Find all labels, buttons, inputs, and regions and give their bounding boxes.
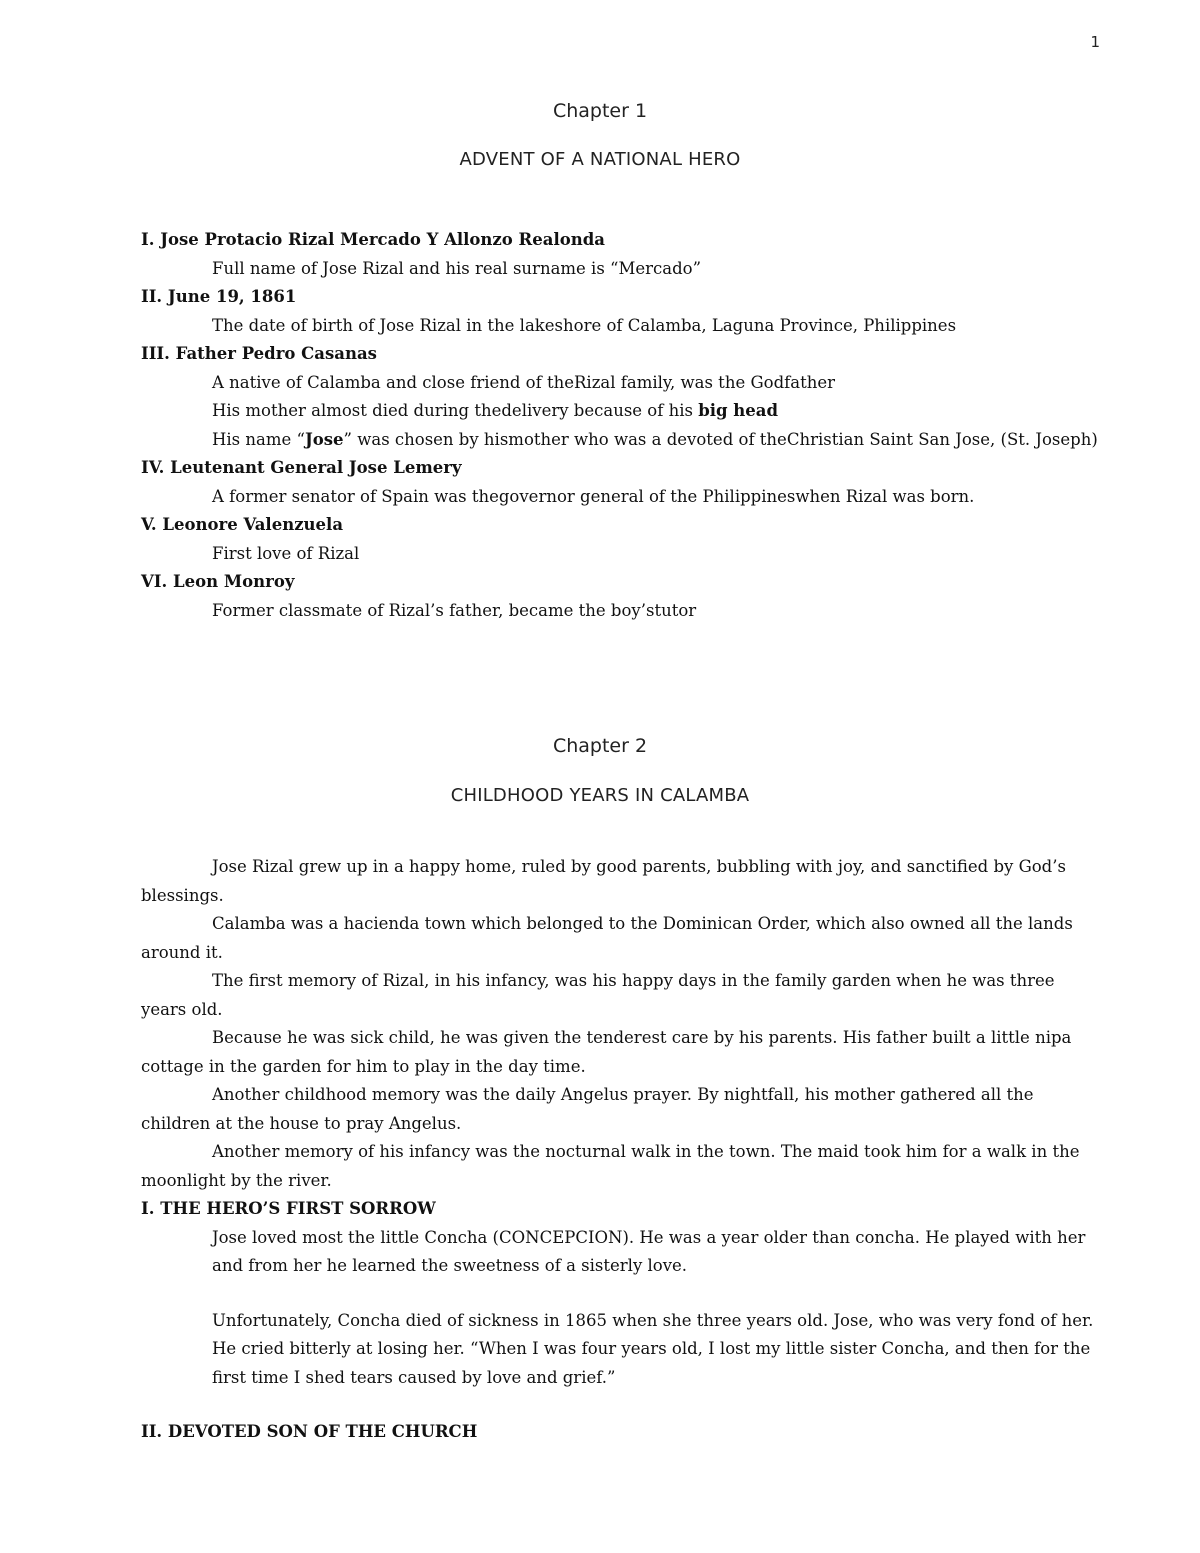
paragraph-1: Jose Rizal grew up in a happy home, ruled by good parents, bubbling with joy, and sanctified by God’s blessings.: [141, 857, 1066, 905]
item-3-line-2: His mother almost died during thedelivery because of his big head: [212, 401, 779, 420]
item-6-heading: VI. Leon Monroy: [141, 572, 295, 591]
item-1-text: Full name of Jose Rizal and his real surname is “Mercado”: [212, 258, 702, 278]
spacer: [141, 1281, 1100, 1307]
chapter-2-subtitle: CHILDHOOD YEARS IN CALAMBA: [450, 785, 750, 806]
item-2-heading: II. June 19, 1861: [141, 287, 297, 306]
paragraph-2: Calamba was a hacienda town which belonged to the Dominican Order, which also owned all the lands around it.: [141, 914, 1073, 962]
jose-emphasis: Jose: [304, 429, 344, 449]
section-1-block-1: Jose loved most the little Concha (CONCEPCION). He was a year older than concha. He played with her and from her he learned the sweetness of a sisterly love.: [212, 1227, 1086, 1275]
spacer: [141, 1392, 1100, 1418]
item-2-text: The date of birth of Jose Rizal in the lakeshore of Calamba, Laguna Province, Philippines: [212, 315, 957, 335]
page-number: 1: [1090, 33, 1100, 51]
chapter-2-body: [141, 853, 1100, 1447]
section-1-block-2: Unfortunately, Concha died of sickness in 1865 when she three years old. Jose, who was very fond of her. He cried bitterly at losing her. “When I was four years old, I lost my little sister Concha, and then for the first time I shed tears caused by love and grief.”: [212, 1310, 1094, 1387]
item-5-heading: V. Leonore Valenzuela: [141, 515, 344, 534]
paragraph-6: Another memory of his infancy was the nocturnal walk in the town. The maid took him for a walk in the moonlight by the river.: [141, 1142, 1080, 1190]
section-2-heading: II. DEVOTED SON OF THE CHURCH: [141, 1422, 478, 1441]
item-4-heading: IV. Leutenant General Jose Lemery: [141, 458, 462, 477]
chapter-1-body: [141, 226, 1100, 625]
item-6-text: Former classmate of Rizal’s father, became the boy’stutor: [212, 600, 697, 620]
item-3-line-1: A native of Calamba and close friend of theRizal family, was the Godfather: [212, 372, 835, 392]
item-4-text: A former senator of Spain was thegovernor general of the Philippineswhen Rizal was born.: [212, 486, 975, 506]
paragraph-5: Another childhood memory was the daily Angelus prayer. By nightfall, his mother gathered all the children at the house to pray Angelus.: [141, 1085, 1034, 1133]
big-head-emphasis: big head: [698, 401, 779, 420]
chapter-1-subtitle: ADVENT OF A NATIONAL HERO: [459, 149, 741, 170]
chapter-1-title: Chapter 1: [552, 100, 648, 122]
chapter-2-title: Chapter 2: [552, 735, 648, 757]
paragraph-4: Because he was sick child, he was given the tenderest care by his parents. His father built a little nipa cottage in the garden for him to play in the day time.: [141, 1028, 1072, 1076]
item-3-line-3: His name “Jose” was chosen by hismother who was a devoted of theChristian Saint San Jose, (St. Joseph): [212, 429, 1098, 449]
paragraph-3: The first memory of Rizal, in his infancy, was his happy days in the family garden when he was three years old.: [141, 971, 1055, 1019]
item-5-text: First love of Rizal: [212, 543, 360, 563]
item-3-heading: III. Father Pedro Casanas: [141, 344, 377, 363]
item-1-heading: I. Jose Protacio Rizal Mercado Y Allonzo Realonda: [141, 230, 605, 249]
section-1-heading: I. THE HERO’S FIRST SORROW: [141, 1199, 436, 1218]
